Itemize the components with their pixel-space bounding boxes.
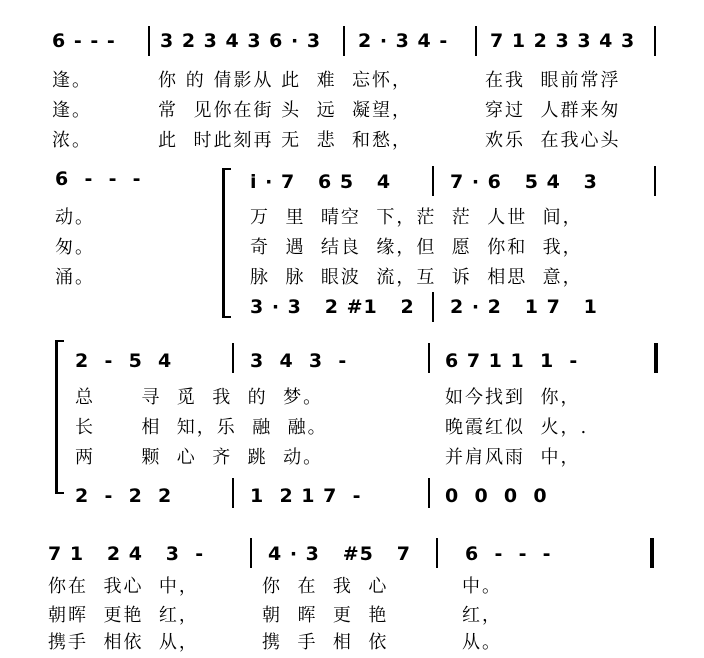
lyric-line: 欢乐 在我心头 <box>485 130 621 151</box>
lyric-line: 朝晖 更艳 红， <box>48 605 199 626</box>
measure-notes: 6 7 1 1 1 - <box>445 350 579 372</box>
lyric-line: 总 寻 觅 我 的 梦。 <box>75 387 324 408</box>
barline <box>432 292 434 322</box>
lyric-line: 长 相 知，乐 融 融。 <box>75 417 328 438</box>
lyric-line: 浓。 <box>52 130 92 151</box>
lyric-line: 匆。 <box>55 237 95 258</box>
lyric-line: 你 的 倩影从 此 难 忘怀， <box>158 70 413 91</box>
lyric-line: 逢。 <box>52 100 92 121</box>
barline <box>654 26 656 56</box>
measure-notes: 6 - - - <box>55 168 142 190</box>
barline <box>343 26 345 56</box>
lyric-line: 逢。 <box>52 70 92 91</box>
lyric-line: 朝 晖 更 艳 <box>262 605 389 626</box>
lyric-line: 常 见你在街 头 远 凝望， <box>158 100 413 121</box>
barline <box>148 26 150 56</box>
lyric-line: 从。 <box>462 632 502 653</box>
measure-notes: 3 2 3 4 3 6 · 3 <box>160 30 322 52</box>
lyric-line: 在我 眼前常浮 <box>485 70 621 91</box>
lyric-line: 脉 脉 眼波 流，互 诉 相思 意， <box>250 267 583 288</box>
measure-notes: 0 0 0 0 <box>445 485 548 507</box>
lyric-line: 携 手 相 依 <box>262 632 389 653</box>
barline <box>650 538 654 568</box>
lyric-line: 涌。 <box>55 267 95 288</box>
lyric-line: 两 颗 心 齐 跳 动。 <box>75 447 324 468</box>
measure-notes: 6 - - - <box>465 543 552 565</box>
lyric-line: 如今找到 你， <box>445 387 581 408</box>
barline <box>232 478 234 508</box>
lyric-line: 你 在 我 心 <box>262 576 389 597</box>
barline <box>232 343 234 373</box>
measure-notes: 2 · 3 4 - <box>358 30 449 52</box>
lyric-line: 晚霞红似 火，. <box>445 417 589 438</box>
system-brace <box>55 340 64 494</box>
measure-notes: 7 1 2 4 3 - <box>48 543 205 565</box>
measure-notes: 7 · 6 5 4 3 <box>450 171 598 193</box>
barline <box>436 538 438 568</box>
measure-notes: 1 2 1 7 - <box>250 485 362 507</box>
barline <box>428 343 430 373</box>
measure-notes: 7 1 2 3 3 4 3 <box>490 30 636 52</box>
lyric-line: 奇 遇 结良 缘，但 愿 你和 我， <box>250 237 583 258</box>
lyric-line: 中。 <box>462 576 502 597</box>
barline <box>428 478 430 508</box>
lyric-line: 红， <box>462 605 502 626</box>
lyric-line: 穿过 人群来匆 <box>485 100 621 121</box>
measure-notes: 4 · 3 #5 7 <box>268 543 411 565</box>
measure-notes: 6 - - - <box>52 30 116 52</box>
barline <box>250 538 252 568</box>
measure-notes: 3 4 3 - <box>250 350 348 372</box>
lyric-line: 此 时此刻再 无 悲 和愁， <box>158 130 413 151</box>
measure-notes: 2 - 5 4 <box>75 350 173 372</box>
lyric-line: 你在 我心 中， <box>48 576 199 597</box>
measure-notes: 2 - 2 2 <box>75 485 173 507</box>
barline <box>475 26 477 56</box>
measure-notes: i · 7 6 5 4 <box>250 171 392 193</box>
lyric-line: 并肩风雨 中， <box>445 447 581 468</box>
barline <box>432 166 434 196</box>
measure-notes: 3 · 3 2 #1 2 <box>250 296 415 318</box>
system-brace <box>222 168 231 318</box>
lyric-line: 携手 相依 从， <box>48 632 199 653</box>
barline <box>654 166 656 196</box>
measure-notes: 2 · 2 1 7 1 <box>450 296 598 318</box>
lyric-line: 万 里 晴空 下，茫 茫 人世 间， <box>250 207 583 228</box>
lyric-line: 动。 <box>55 207 95 228</box>
barline <box>654 343 658 373</box>
